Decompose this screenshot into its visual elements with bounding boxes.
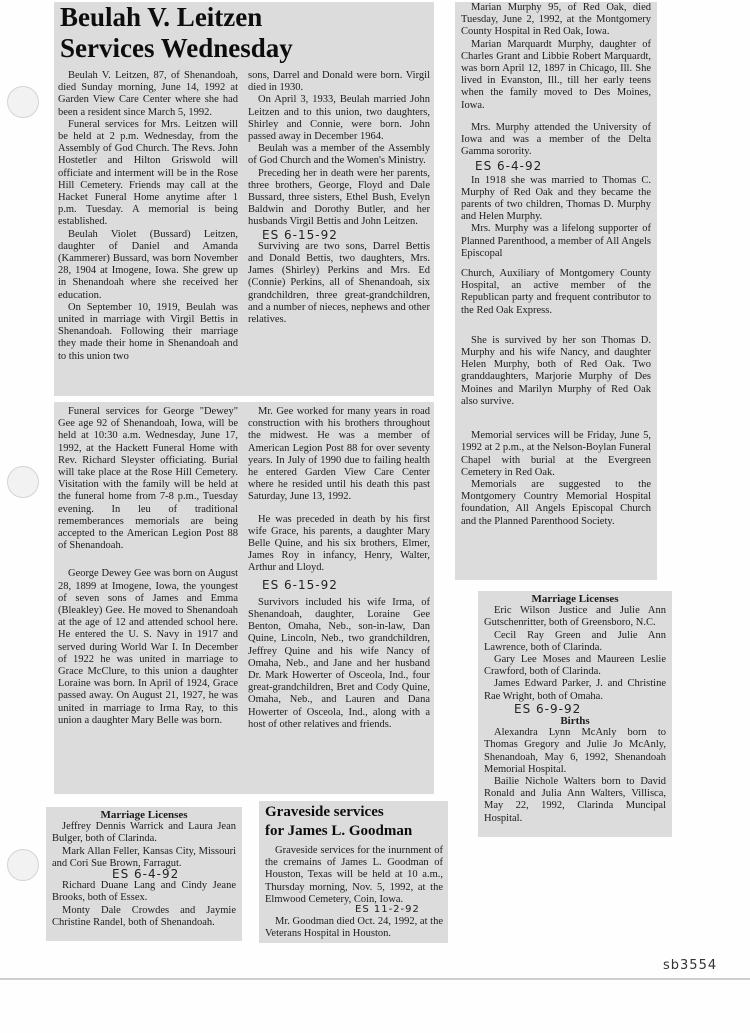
murphy-column xyxy=(461,2,651,528)
handwritten-date-note: ES 6-15-92 xyxy=(262,577,338,592)
page-bottom-edge xyxy=(0,978,750,980)
paragraph: Preceding her in death were her parents, three brothers, George, Floyd and Dale Bussard, three sisters, Ethel Bush, Evelyn Baldwin and Dorothy Butler, and her husbands Virgil Bettis and John Leitzen. xyxy=(248,167,430,228)
headline-line-1: Beulah V. Leitzen xyxy=(60,2,263,32)
leitzen-column-2 xyxy=(248,70,430,326)
list-item: Gary Lee Moses and Maureen Leslie Crawford, both of Clarinda. xyxy=(484,654,666,678)
paragraph: Surviving are two sons, Darrel Bettis and Donald Bettis, two daughters, Mrs. James (Shirley) Perkins and Mrs. Ed (Connie) Perkins, all of Shenandoah, six grandchildren, three great-grandchildren, and a number of nieces, nephews and other relatives. xyxy=(248,240,430,326)
goodman-graveside-clipping xyxy=(259,801,448,943)
paragraph: Marian Murphy 95, of Red Oak, died Tuesday, June 2, 1992, at the Montgomery County Hospital in Red Oak, Iowa. xyxy=(461,2,651,38)
marriage-licenses-column xyxy=(52,809,236,929)
gee-column-2 xyxy=(248,406,430,731)
marriage-births-clipping-right xyxy=(478,591,672,837)
paragraph: Funeral services for Mrs. Leitzen will be held at 2 p.m. Wednesday, from the Assembly of God Church. The Revs. John Hostetler and Hilton Griswold will officiate and interment will be in the Rose Hill Cemetery. Friends may call at the Hacket Funeral Home anytime after 1 p.m. Tuesday. A memorial is being established. xyxy=(58,118,238,228)
paragraph: Mr. Gee worked for many years in road construction with his brothers throughout the midwest. He was a member of American Legion Post 88 for over seventy years. In July of 1990 due to failing health he entered Garden View Care Center where he resided until his death this past Saturday, June 13, 1992. xyxy=(248,406,430,503)
paragraph: On April 3, 1933, Beulah married John Leitzen and to this union, two daughters, Shirley and Connie, were born. John passed away in December 1964. xyxy=(248,94,430,143)
list-item: Bailie Nichole Walters born to David Ronald and Julia Ann Walters, Villisca, May 22, 1992, Clarinda Muncipal Hospital. xyxy=(484,776,666,824)
births-title: Births xyxy=(560,715,590,728)
goodman-column xyxy=(265,845,443,941)
paragraph: Church, Auxiliary of Montgomery County Hospital, an active member of the Republican party and frequent contributor to the Red Oak Express. xyxy=(461,268,651,316)
leitzen-column-1 xyxy=(58,70,238,363)
list-item: Monty Dale Crowdes and Jaymie Christine Randel, both of Shenandoah. xyxy=(52,904,236,928)
gee-obituary-clipping xyxy=(54,402,434,794)
list-item: James Edward Parker, J. and Christine Rae Wright, both of Omaha. xyxy=(484,678,666,702)
binder-hole-middle xyxy=(7,466,39,498)
paragraph: Funeral services for George "Dewey" Gee age 92 of Shenandoah, Iowa, will be held at 10:30 a.m. Wednesday, June 17, 1992, at the Hackett Funeral Home with Rev. Richard Sleyster officiating. Burial will take place at the Rose Hill Cemetery. Visitation with the family will be held at the funeral home from 7-8 p.m., Tuesday evening. In leu of traditional rememberances memorials are being accepted to the American Legion Post 88 of Shenandoah. xyxy=(58,406,238,552)
handwritten-date-note: ES 6-4-92 xyxy=(112,867,180,882)
marriage-births-column xyxy=(484,593,666,825)
handwritten-date-note: ES 6-15-92 xyxy=(262,227,338,242)
section-title: Marriage Licenses xyxy=(100,809,188,821)
headline-line-2: Services Wednesday xyxy=(60,33,293,63)
list-item: Jeffrey Dennis Warrick and Laura Jean Bulger, both of Clarinda. xyxy=(52,821,236,845)
list-item: Eric Wilson Justice and Julie Ann Gutschenritter, both of Greensboro, N.C. xyxy=(484,605,666,629)
binder-hole-bottom xyxy=(7,849,39,881)
marriage-licenses-clipping-left xyxy=(46,807,242,941)
paragraph: Survivors included his wife Irma, of Shenandoah, daughter, Loraine Gee Benton, Omaha, Neb., son-in-law, Dan Quine, Lincoln, Neb., two grandchildren, Jeffrey Quine and his wife Nancy of Omaha, Neb., and Jane and her husband Dr. Mark Howerter of Osceola, Ind., four great-grandchildren, Bret and Cody Quine, Omaha, Neb., and Lauren and Dana Howerter of Osceola, Ind., along with a host of other relatives and friends. xyxy=(248,596,430,730)
paragraph: Beulah was a member of the Assembly of God Church and the Women's Ministry. xyxy=(248,143,430,167)
paragraph: He was preceded in death by his first wife Grace, his parents, a daughter Mary Belle Quine, and his six brothers, Elmer, James Roy in infancy, Henry, Walter, Arthur and Lloyd. xyxy=(248,513,430,574)
binder-hole-top xyxy=(7,86,39,118)
paragraph: Memorials are suggested to the Montgomery Country Memorial Hospital foundation, All Angels Episcopal Church and the Planned Parenthood Society. xyxy=(461,478,651,527)
paragraph: sons, Darrel and Donald were born. Virgil died in 1930. xyxy=(248,70,430,94)
list-item: Alexandra Lynn McAnly born to Thomas Gregory and Julie Jo McAnly, Shenandoah, May 6, 1992, Shenandoah Memorial Hospital. xyxy=(484,727,666,775)
paragraph: Graveside services for the inurnment of the cremains of James L. Goodman of Houston, Texas will be held at 10 a.m., Thursday morning, Nov. 5, 1992, at the Elmwood Cemetery, Coin, Iowa. xyxy=(265,845,443,905)
paragraph: Mrs. Murphy was a lifelong supporter of Planned Parenthood, a member of All Angels Episcopal xyxy=(461,223,651,259)
handwritten-date-note: ES 6-9-92 xyxy=(514,701,582,716)
section-title: Marriage Licenses xyxy=(531,593,619,605)
murphy-obituary-clipping xyxy=(455,2,657,580)
gee-column-1 xyxy=(58,406,238,727)
headline-line-2: for James L. Goodman xyxy=(265,823,413,839)
list-item: Richard Duane Lang and Cindy Jeane Brooks, both of Essex. xyxy=(52,880,236,904)
paragraph: George Dewey Gee was born on August 28, 1899 at Imogene, Iowa, the youngest of seven sons of James and Emma (Bleakley) Gee. He moved to Shenandoah at the age of 12 and attended school here. He entered the U. S. Navy in 1917 and served during World War I. In December of 1922 he was united in marriage to Grace McClure, to this union a daughter Loraine was born. In April of 1924, Grace passed away. On August 21, 1927, he was united in marriage to Irma Ray, to this union a daughter Mary Belle was born. xyxy=(58,568,238,726)
paragraph: Mr. Goodman died Oct. 24, 1992, at the Veterans Hospital in Houston. xyxy=(265,916,443,940)
list-item: Cecil Ray Green and Julie Ann Lawrence, both of Clarinda. xyxy=(484,629,666,653)
paragraph: She is survived by her son Thomas D. Murphy and his wife Nancy, and daughter Helen Murphy, both of Red Oak. Two granddaughters, Marjorie Murphy of Des Moines and Marilyn Murphy of Red Oak also survive. xyxy=(461,334,651,407)
paragraph: In 1918 she was married to Thomas C. Murphy of Red Oak and they became the parents of two children, Thomas D. Murphy and Helen Murphy. xyxy=(461,174,651,223)
paragraph: Memorial services will be Friday, June 5, 1992 at 2 p.m., at the Nelson-Boylan Funeral Chapel with burial at the Evergreen Cemetery in Red Oak. xyxy=(461,430,651,478)
headline-line-1: Graveside services xyxy=(265,804,384,820)
list-item: Mark Allan Feller, Kansas City, Missouri and Cori Sue Brown, Farragut. xyxy=(52,845,236,869)
leitzen-obituary-clipping xyxy=(54,2,434,396)
handwritten-date-note: ES 11-2-92 xyxy=(355,904,420,916)
handwritten-date-note: ES 6-4-92 xyxy=(475,159,543,174)
paragraph: Beulah Violet (Bussard) Leitzen, daughter of Daniel and Amanda (Kammerer) Bussard, was born November 28, 1904 at Imogene, Iowa. She grew up in Shenandoah where she received her education. xyxy=(58,228,238,301)
paragraph: Beulah V. Leitzen, 87, of Shenandoah, died Sunday morning, June 14, 1992 at Garden View Care Center where she had been a resident since March 5, 1992. xyxy=(58,70,238,118)
goodman-headline xyxy=(265,803,412,841)
leitzen-headline xyxy=(60,2,293,64)
paragraph: Marian Marquardt Murphy, daughter of Charles Grant and Libbie Robert Marquardt, was born April 12, 1897 in Chicago, Ill. She lived in Evanston, Ill., till her early teens when the family moved to Des Moines, Iowa. xyxy=(461,38,651,111)
paragraph: Mrs. Murphy attended the University of Iowa and was a member of the Delta Gamma sorority. xyxy=(461,121,651,158)
document-id-label: sb3554 xyxy=(663,958,718,973)
paragraph: On September 10, 1919, Beulah was united in marriage with Virgil Bettis in Shenandoah. Following their marriage they made their home in Shenandoah and to this union two xyxy=(58,301,238,362)
